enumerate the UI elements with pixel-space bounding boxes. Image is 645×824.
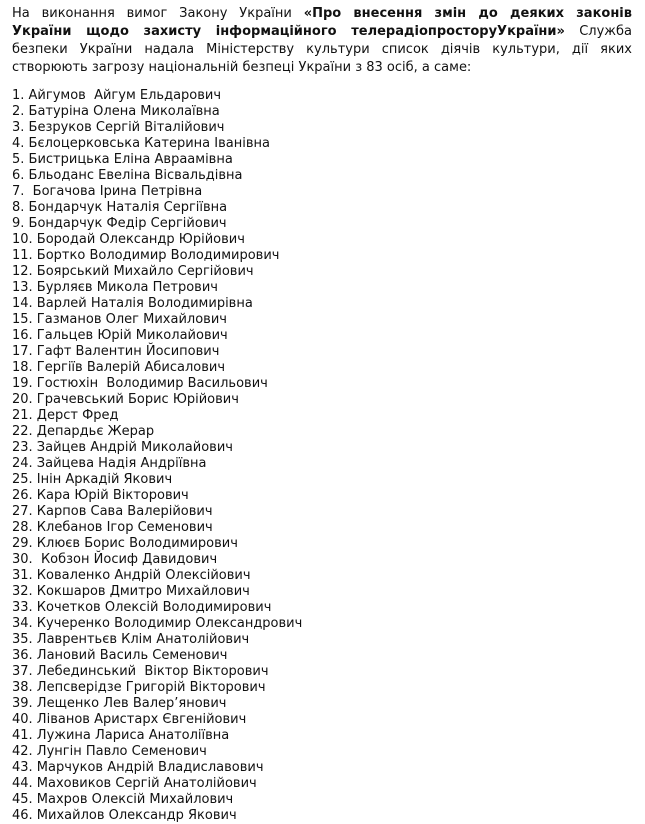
- list-item: 42. Лунгін Павло Семенович: [12, 744, 207, 759]
- list-item: 19. Гостюхін Володимир Васильович: [12, 376, 268, 391]
- list-item: 15. Газманов Олег Михайлович: [12, 312, 227, 327]
- list-item: 18. Гергіїв Валерій Абисалович: [12, 360, 225, 375]
- list-item: 8. Бондарчук Наталія Сергіївна: [12, 200, 228, 215]
- list-item: 30. Кобзон Йосиф Давидович: [12, 552, 218, 567]
- list-item: 39. Лещенко Лев Валер’янович: [12, 696, 227, 711]
- list-item: 20. Грачевський Борис Юрійович: [12, 392, 239, 407]
- list-item: 21. Дерст Фред: [12, 408, 119, 423]
- intro-text-bold: «Про внесення змін до деяких законів: [303, 6, 632, 21]
- intro-line-1: [12, 5, 632, 23]
- list-item: 40. Ліванов Аристарх Євгенійович: [12, 712, 247, 727]
- list-item: 36. Лановий Василь Семенович: [12, 648, 228, 663]
- list-item: 45. Махров Олексій Михайлович: [12, 792, 234, 807]
- list-item: 3. Безруков Сергій Віталійович: [12, 120, 225, 135]
- list-item: 6. Бльоданс Евеліна Вісвальдівна: [12, 168, 243, 183]
- list-item: 28. Клебанов Ігор Семенович: [12, 520, 213, 535]
- list-item: 31. Коваленко Андрій Олексійович: [12, 568, 251, 583]
- intro-text-normal: безпеки України надала Міністерству культури список діячів культури, дії яких: [12, 42, 632, 57]
- intro-text-normal: створюють загрозу національній безпеці України з 83 осіб, а саме:: [12, 60, 472, 75]
- list-item: 24. Зайцева Надія Андріївна: [12, 456, 207, 471]
- list-item: 11. Бортко Володимир Володимирович: [12, 248, 280, 263]
- list-item: 10. Бородай Олександр Юрійович: [12, 232, 245, 247]
- list-item: 37. Лебединський Віктор Вікторович: [12, 664, 269, 679]
- list-item: 34. Кучеренко Володимир Олександрович: [12, 616, 303, 631]
- list-item: 35. Лаврентьєв Клім Анатолійович: [12, 632, 250, 647]
- list-item: 13. Бурляєв Микола Петрович: [12, 280, 218, 295]
- list-item: 46. Михайлов Олександр Якович: [12, 808, 237, 823]
- list-item: 23. Зайцев Андрій Миколайович: [12, 440, 233, 455]
- list-item: 5. Бистрицька Еліна Авраамівна: [12, 152, 233, 167]
- list-item: 25. Інін Аркадій Якович: [12, 472, 173, 487]
- intro-text-bold: України щодо захисту інформаційного телерадіопросторуУкраїни»: [12, 24, 565, 39]
- list-item: 27. Карпов Сава Валерійович: [12, 504, 213, 519]
- list-item: 41. Лужина Лариса Анатоліївна: [12, 728, 230, 743]
- intro-line-2: [12, 23, 632, 41]
- list-item: 1. Айгумов Айгум Ельдарович: [12, 88, 222, 103]
- list-item: 14. Варлей Наталія Володимирівна: [12, 296, 253, 311]
- intro-text-normal: На виконання вимог Закону України: [12, 6, 304, 21]
- list-item: 32. Кокшаров Дмитро Михайлович: [12, 584, 250, 599]
- intro-text-normal: Служба: [564, 24, 632, 39]
- list-item: 12. Боярський Михайло Сергійович: [12, 264, 254, 279]
- list-item: 44. Маховиков Сергій Анатолійович: [12, 776, 257, 791]
- list-item: 38. Лепсверідзе Григорій Вікторович: [12, 680, 266, 695]
- list-item: 9. Бондарчук Федір Сергійович: [12, 216, 227, 231]
- list-item: 2. Батуріна Олена Миколаївна: [12, 104, 220, 119]
- names-list: [12, 88, 632, 824]
- list-item: 16. Гальцев Юрій Миколайович: [12, 328, 228, 343]
- list-item: 33. Кочетков Олексій Володимирович: [12, 600, 272, 615]
- list-item: 17. Гафт Валентин Йосипович: [12, 344, 220, 359]
- intro-paragraph: [12, 5, 632, 77]
- intro-line-3: [12, 41, 632, 59]
- intro-line-4: [12, 59, 632, 77]
- list-item: 22. Депардьє Жерар: [12, 424, 155, 439]
- list-item: 43. Марчуков Андрій Владиславович: [12, 760, 264, 775]
- list-item: 29. Клюєв Борис Володимирович: [12, 536, 238, 551]
- list-item: 7. Богачова Ірина Петрівна: [12, 184, 203, 199]
- list-item: 4. Бєлоцерковська Катерина Іванівна: [12, 136, 270, 151]
- list-item: 26. Кара Юрій Вікторович: [12, 488, 189, 503]
